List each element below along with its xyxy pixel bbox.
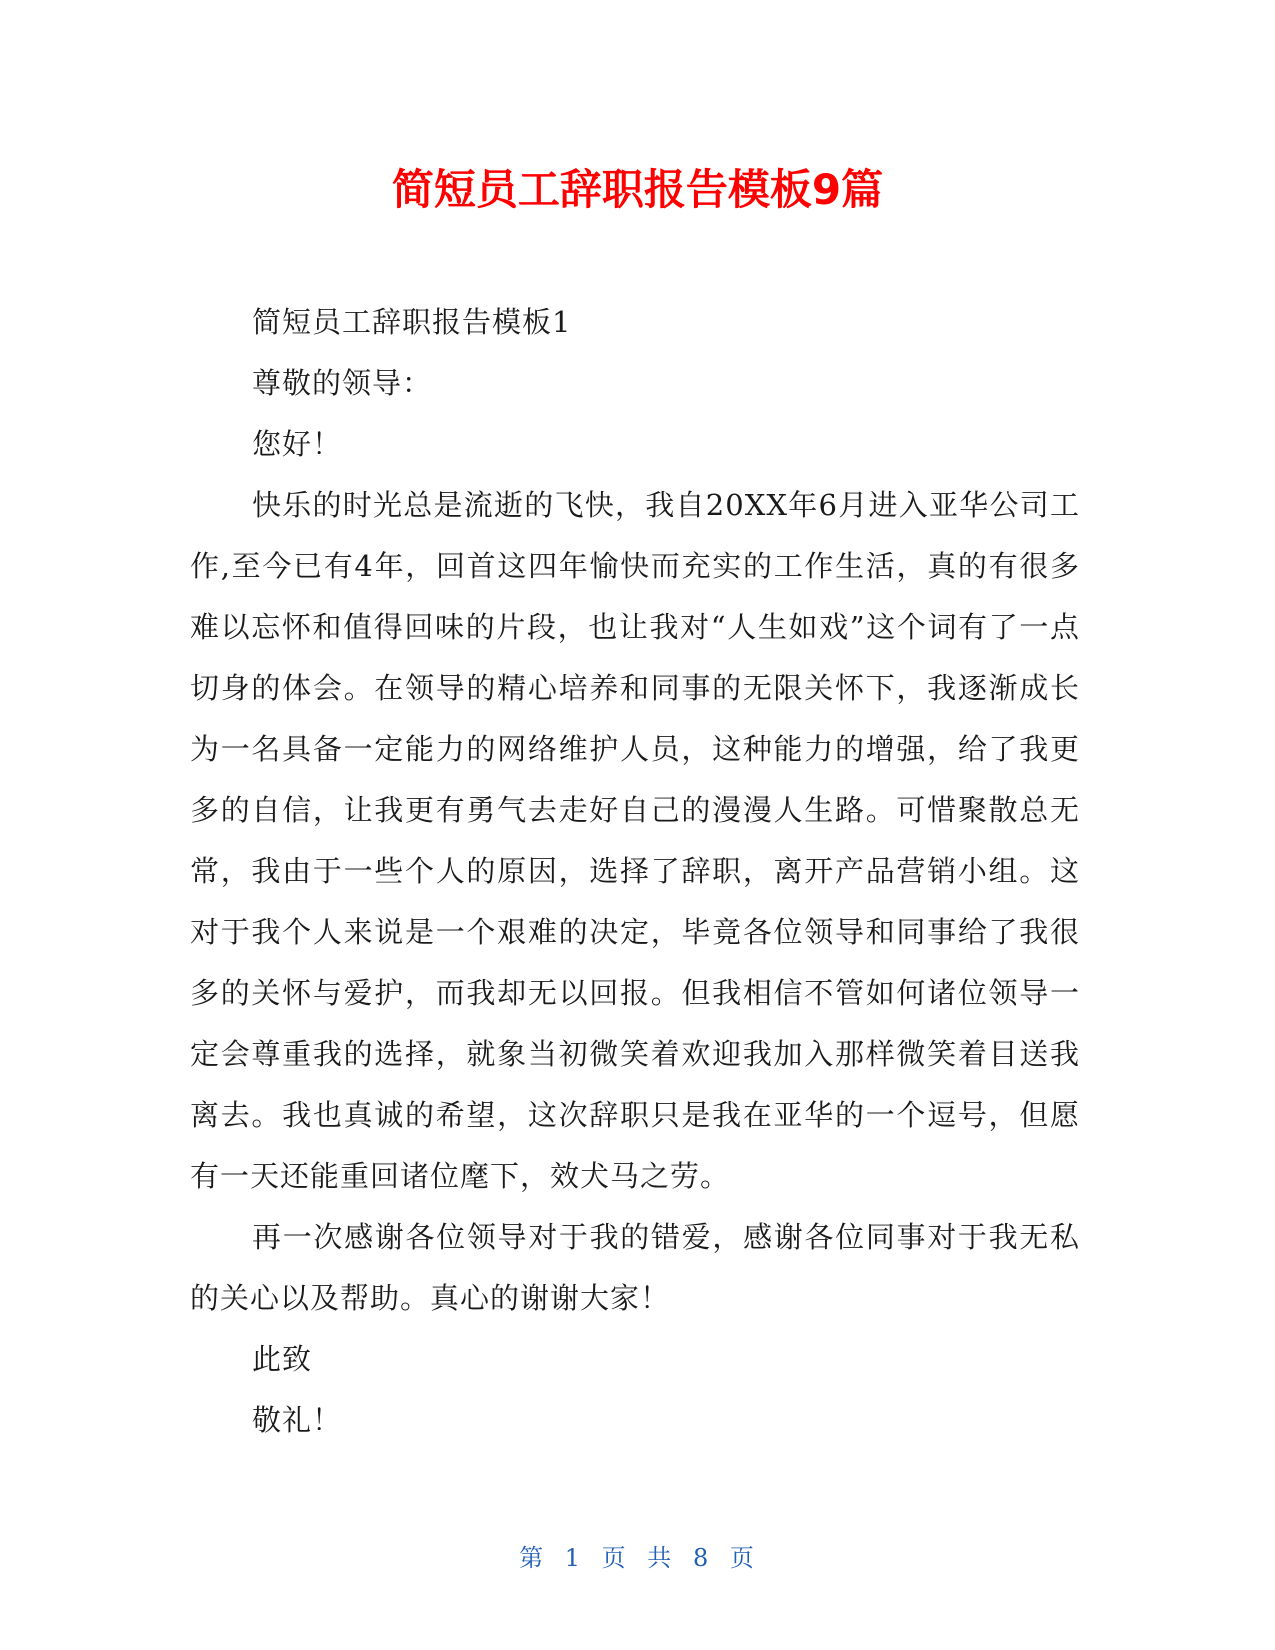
section-heading: 简短员工辞职报告模板1 [252,305,572,339]
closing-salute: 敬礼！ [252,1403,343,1437]
body-paragraph-thanks: 再一次感谢各位领导对于我的错爱，感谢各位同事对于我无私的关心以及帮助。真心的谢谢大家！ [190,1220,1080,1315]
closing-line: 此致 [252,1342,313,1376]
salutation: 尊敬的领导： [252,366,433,400]
greeting: 您好！ [252,427,343,461]
document-title: 简短员工辞职报告模板9篇 [391,165,884,214]
page-number-footer: 第 1 页 共 8 页 [519,1544,756,1572]
body-paragraph-main: 快乐的时光总是流逝的飞快，我自20XX年6月进入亚华公司工作,至今已有4年，回首这四年愉快而充实的工作生活，真的有很多难以忘怀和值得回味的片段，也让我对“人生如戏”这个词有了一点切身的体会。在领导的精心培养和同事的无限关怀下，我逐渐成长为一名具备一定能力的网络维护人员，这种能力的增强，给了我更多的自信，让我更有勇气去走好自己的漫漫人生路。可惜聚散总无常，我由于一些个人的原因，选择了辞职，离开产品营销小组。这对于我个人来说是一个艰难的决定，毕竟各位领导和同事给了我很多的关怀与爱护，而我却无以回报。但我相信不管如何诸位领导一定会尊重我的选择，就象当初微笑着欢迎我加入那样微笑着目送我离去。我也真诚的希望，这次辞职只是我在亚华的一个逗号，但愿有一天还能重回诸位麾下，效犬马之劳。 [190,488,1080,1193]
document-body [190,292,1080,1451]
